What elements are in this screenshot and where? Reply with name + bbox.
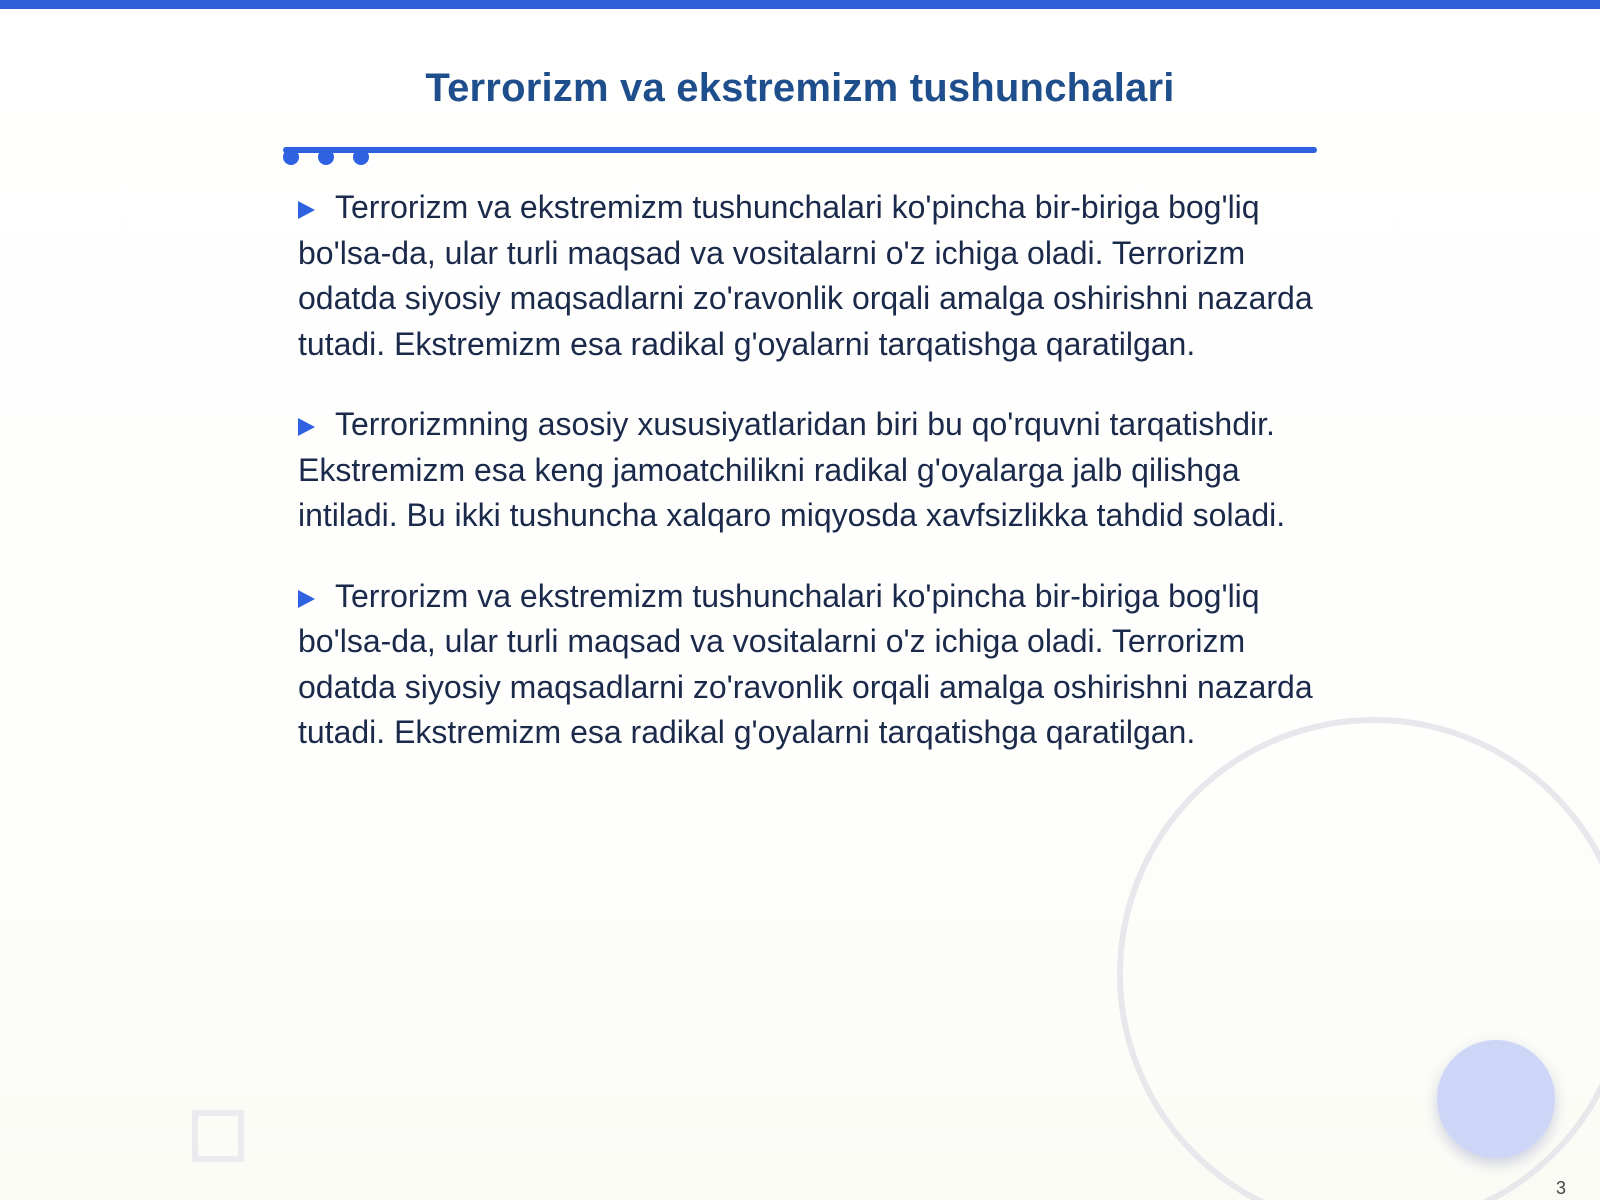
triangle-right-icon	[298, 418, 315, 436]
triangle-right-icon	[298, 590, 315, 608]
decorative-dot	[318, 149, 334, 165]
paragraph-text: Terrorizmning asosiy xususiyatlaridan biri bu qo'rquvni tarqatishdir. Ekstremizm esa keng jamoatchilikni radikal g'oyalarga jalb qilishga intiladi. Bu ikki tushuncha xalqaro miqyosda xavfsizlikka tahdid soladi.	[298, 406, 1286, 533]
bullet-paragraph	[298, 402, 1318, 539]
decorative-dot	[283, 149, 299, 165]
bullet-paragraph	[298, 185, 1318, 367]
slide-title: Terrorizm va ekstremizm tushunchalari	[425, 66, 1175, 110]
page-number: 3	[1556, 1178, 1567, 1198]
paragraph-text: Terrorizm va ekstremizm tushunchalari ko'pincha bir-biriga bog'liq bo'lsa-da, ular turli maqsad va vositalarni o'z ichiga oladi. Terrorizm odatda siyosiy maqsadlarni zo'ravonlik orqali amalga oshirishni nazarda tutadi. Ekstremizm esa radikal g'oyalarni tarqatishga qaratilgan.	[298, 577, 1313, 750]
decorative-circle	[1437, 1040, 1555, 1158]
bullet-paragraph	[298, 574, 1318, 756]
triangle-right-icon	[298, 201, 315, 219]
title-underline	[283, 147, 1317, 153]
slide-body	[298, 185, 1318, 791]
top-accent-bar	[0, 0, 1600, 9]
decorative-square	[192, 1110, 244, 1162]
paragraph-text: Terrorizm va ekstremizm tushunchalari ko'pincha bir-biriga bog'liq bo'lsa-da, ular turli maqsad va vositalarni o'z ichiga oladi. Terrorizm odatda siyosiy maqsadlarni zo'ravonlik orqali amalga oshirishni nazarda tutadi. Ekstremizm esa radikal g'oyalarni tarqatishga qaratilgan.	[298, 189, 1313, 362]
decorative-dot	[353, 149, 369, 165]
